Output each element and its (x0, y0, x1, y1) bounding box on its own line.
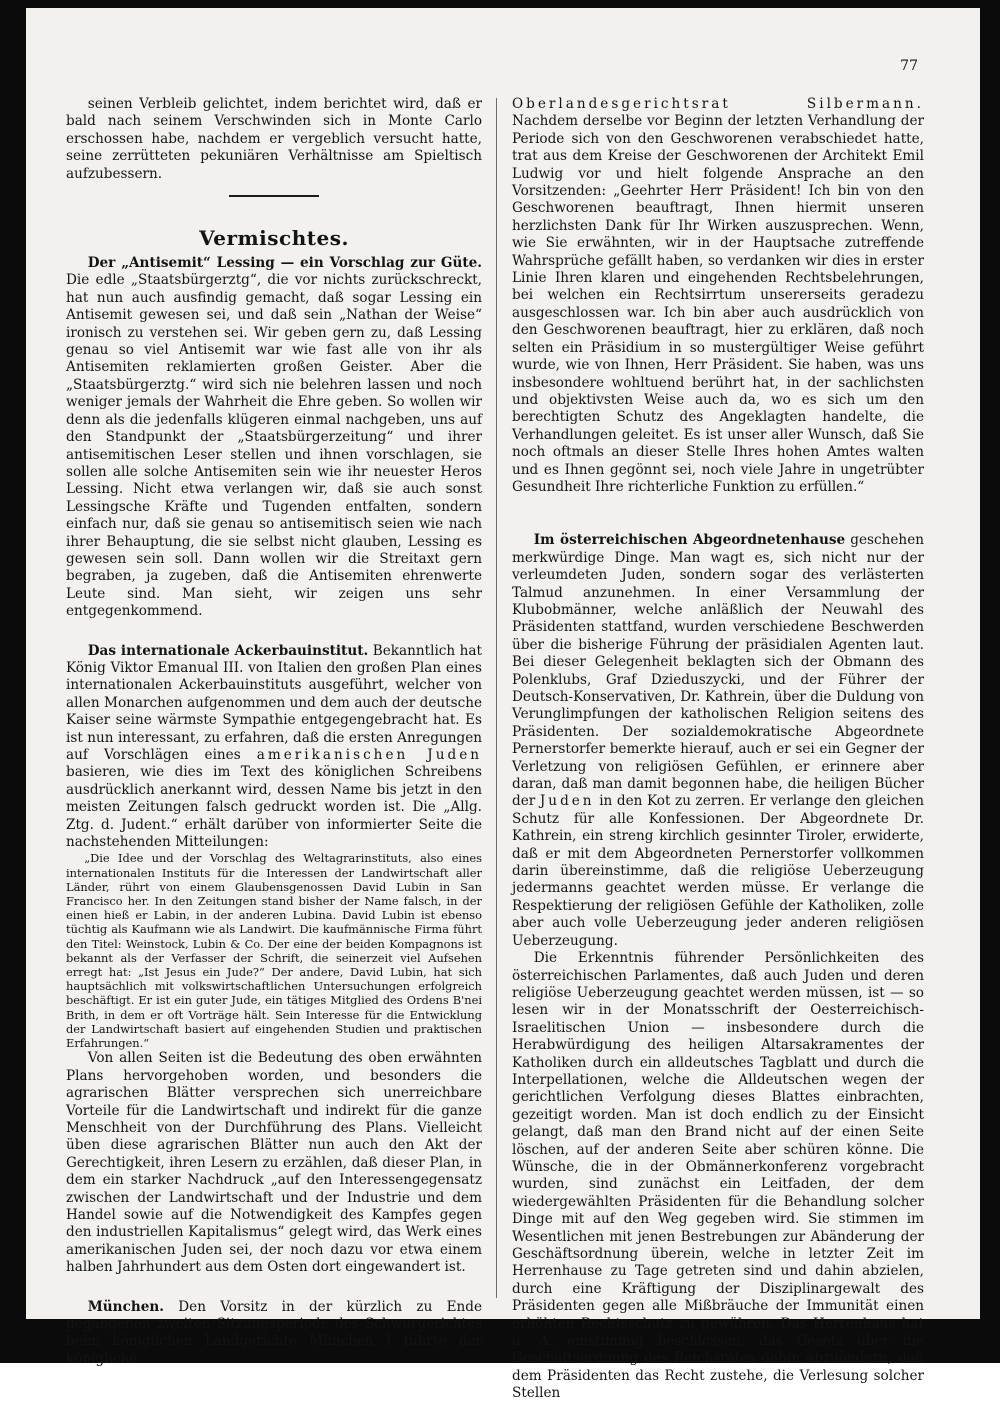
right-column (512, 96, 924, 1402)
scan-border-left (0, 0, 26, 1363)
spacer (66, 621, 482, 643)
article-abgeordnetenhaus-text-2: in den Kot zu zerren. Er verlange den gleichen Schutz für alle Konfessionen. Der Abgeordnete Dr. Kathrein, ein streng kirchlich gesinnter Tiroler, erwiderte, daß er mit dem Abgeordneten Pernerstorfer vollkommen darin übereinstimme, daß die religiöse Ueberzeugung jedermanns geachtet werden müsse. Er verlange die Respektierung der religiösen Gefühle der Katholiken, zolle aber auch volle Ueberzeugung jeder anderen religiösen Ueberzeugung. (512, 793, 924, 949)
article-abgeordnetenhaus-heading: Im österreichischen Abgeordnetenhause (533, 532, 846, 549)
article-institut-heading: Das internationale Ackerbauinstitut. (87, 642, 369, 659)
section-title: Vermischtes. (199, 226, 349, 251)
scan-border-top (0, 0, 1000, 8)
scan-border-right (980, 0, 1000, 1363)
article-institut-final: Von allen Seiten ist die Bedeutung des oben erwähnten Plans hervorgehoben worden, und besonders die agrarischen Blätter versprechen sich unerreichbare Vorteile für die Landwirtschaft und indirekt für die ganze Menschheit von der Durchführung des Plans. Vielleicht üben diese agrarischen Blätter nun auch den Akt der Gerechtigkeit, ihren Lesern zu erzählen, daß dieser Plan, in dem ein starker Nachdruck „auf den Interessengegensatz zwischen der Landwirtschaft und der Industrie und dem Handel sowie auf die Notwendigkeit des Kampfes gegen den industriellen Kapitalismus“ gelegt wird, das Werk eines amerikanischen Juden sei, der noch dazu vor etwa einem halben Jahrhundert aus dem Osten dort eingewandert ist. (66, 1050, 482, 1276)
article-muenchen (66, 1299, 482, 1369)
article-muenchen-heading: München. (87, 1298, 164, 1315)
page-number: 77 (900, 58, 918, 74)
article-abgeordnetenhaus-spaced: Juden (539, 793, 595, 810)
spacer (66, 1277, 482, 1299)
article-abgeordnetenhaus-text-1: geschehen merkwürdige Dinge. Man wagt es, sich nicht nur der verleumdeten Juden, sondern sogar des verlästerten Talmud anzunehmen. In einer Versammlung der Klubobmänner, welche anläßlich der Neuwahl des Präsidenten stattfand, wurden verschiedene Beschwerden über die bisherige Führung der präsidialen Agenten laut. Bei dieser Gelegenheit beklagten sich der Obmann des Polenklubs, Graf Dzieduszycki, und der Führer der Deutsch-Konservativen, Dr. Kathrein, über die Duldung von Verunglimpfungen der katholischen Religion seitens des Präsidenten. Der sozialdemokratische Abgeordnete Pernerstorfer bemerkte hierauf, auch er sei ein Gegner der Verletzung von religiösen Gefühlen, er erinnere aber daran, daß man damit begonnen habe, die heiligen Bücher der (512, 532, 924, 810)
article-institut-text-before: Bekanntlich hat König Viktor Emanual III. von Italien den großen Plan eines internationalen Ackerbauinstituts ausgeführt, welcher von allen Monarchen aufgenommen und dem auch der deutsche Kaiser seine wärmste Sympathie entgegengebracht hat. Es ist nun interessant, zu erfahren, daß die ersten Anregungen auf Vorschlägen eines (66, 642, 483, 763)
article-institut (66, 643, 482, 852)
article-abgeordnetenhaus-paragraph-2: Die Erkenntnis führender Persönlichkeiten des österreichischen Parlamentes, daß auch Juden und deren religiöse Ueberzeugung geachtet werden müssen, ist — so lesen wir in der Monatsschrift der Oesterreichisch-Israelitischen Union — insbesondere durch die Herabwürdigung des heiligen Altarsakramentes der Katholiken durch ein alldeutsches Tagblatt und durch die Interpellationen, welche die Alldeutschen wegen der gerichtlichen Verfolgung dieses Blattes einbrachten, gezeitigt worden. Man ist doch endlich zu der Einsicht gelangt, daß man den Brand nicht auf der einen Seite löschen, auf der anderen Seite aber schüren könne. Die Wünsche, die in der Obmännerkonferenz vorgebracht wurden, sind zunächst ein Leitfaden, der dem wiedergewählten Präsidenten für die Behandlung solcher Dinge mit auf den Weg gegeben wird. Sie stimmen im Wesentlichen mit jenen Bestrebungen zur Abänderung der Geschäftsordnung überein, welche in letzter Zeit im Herrenhause zu Tage getreten sind und dahin abzielen, durch eine Kräftigung der Disziplinargewalt des Präsidenten gegen alle Mißbräuche der Immunität einen erhöhten Rechtsschutz zu gewähren. Das Herrenhaus hat u. A. einstimmig beschlossen, das Gesetz über die Geschäftsordnung des Reichsrates dahin abzuändern, daß dem Präsidenten das Recht zustehe, die Verlesung solcher Stellen (512, 950, 924, 1402)
article-institut-quote: „Die Idee und der Vorschlag des Weltagrarinstituts, also eines internationalen Instituts für die Interessen der Landwirtschaft aller Länder, rührt von einem Glaubensgenossen David Lubin in San Francisco her. In den Zeitungen stand bisher der Name falsch, in der einen hieß er Labin, in der anderen Lubina. David Lubin ist ebenso tüchtig als Kaufmann wie als Landwirt. Die kaufmännische Firma führt den Titel: Weinstock, Lubin & Co. Der eine der beiden Kompagnons ist bekannt als der Verfasser der Schrift, die seinerzeit viel Aufsehen erregt hat: „Ist Jesus ein Jude?“ Der andere, David Lubin, hat sich hauptsächlich mit volkswirtschaftlichen Untersuchungen erfolgreich beschäftigt. Er ist ein guter Jude, ein tätiges Mitglied des Ordens B'nei Brith, in dem er oft Vorträge hält. Sein Interesse für die Entwicklung der Landwirtschaft basiert auf eingehenden Studien und praktischen Erfahrungen.“ (66, 851, 482, 1051)
intro-paragraph: seinen Verbleib gelichtet, indem berichtet wird, daß er bald nach seinem Verschwinden sich in Monte Carlo erschossen habe, nachdem er vergeblich versucht hatte, seine zerrütteten pekuniären Verhältnisse am Spieltisch aufzubessern. (66, 96, 482, 182)
article-abgeordnetenhaus (512, 532, 924, 950)
article-institut-text-after: basieren, wie dies im Text des königlichen Schreibens ausdrücklich anerkannt wird, dessen Name bis jetzt in den meisten Zeitungen falsch gedruckt worden ist. Die „Allg. Ztg. d. Judent.“ erhält darüber von informierter Seite die nachstehenden Mitteilungen: (66, 764, 482, 851)
article-lessing-heading: Der „Antisemit“ Lessing — ein Vorschlag zur Güte. (87, 255, 482, 272)
column-divider (496, 98, 497, 1298)
article-institut-spaced: amerikanischen Juden (256, 747, 482, 763)
spacer (512, 518, 924, 532)
article-lessing-text: Die edle „Staatsbürgerztg“, die vor nichts zurückschreckt, hat nun auch ausfindig gemacht, daß sogar Lessing ein Antisemit gewesen sei, und daß sein „Nathan der Weise“ ironisch zu verstehen sei. Wir geben gern zu, daß Lessing genau so viel Antisemit war wie fast alle von ihr als Antisemiten reklamierten großen Geister. Aber die „Staatsbürgerztg.“ wird sich nie belehren lassen und noch weniger jemals der Wahrheit die Ehre geben. So wollen wir denn als die jedenfalls klügeren einmal nachgeben, uns auf den Standpunkt der „Staatsbürgerzeitung“ und ihrer antisemitischen Leser stellen und ihnen vorschlagen, sie sollen alle solche Antisemiten sein wie ihr neuester Heros Lessing. Nicht etwa verlangen wir, daß sie auch sonst Lessingsche Kräfte und Tugenden entfalten, sondern einfach nur, daß sie genau so antisemitisch seien wie nach ihrer Behauptung, die sie selbst nicht glauben, Lessing es gewesen sein soll. Dann wollen wir die Streitaxt gern begraben, ja zugeben, daß die Antisemiten ehrenwerte Leute sind. Man sieht, wir zeigen uns sehr entgegenkommend. (66, 272, 482, 620)
article-lessing (66, 255, 482, 621)
left-column (66, 96, 483, 1367)
spacer (512, 496, 924, 518)
article-muenchen-text: Den Vorsitz in der kürzlich zu Ende gegangenen zweiten Sitzungsperiode des Schwurgerichtes beim königlichen Landgerichte München I führte der königliche (66, 1298, 482, 1367)
continuation-text: Nachdem derselbe vor Beginn der letzten Verhandlung der Periode sich von den Geschworenen verabschiedet hatte, trat aus dem Kreise der Geschworenen der Architekt Emil Ludwig vor und hielt folgende Ansprache an den Vorsitzenden: „Geehrter Herr Präsident! Ich bin von den Geschworenen beauftragt, Ihnen hiermit unseren herzlichsten Dank für Ihr Wirken auszusprechen. Wenn, wie Sie erwähnten, wir in der Hauptsache zutreffende Wahrsprüche gefällt haben, so verdanken wir dies in erster Linie Ihren klaren und eingehenden Rechtsbelehrungen, bei welchen ein Rechtsirrtum unsererseits geradezu ausgeschlossen war. Ich bin aber auch ausdrücklich von den Geschworenen beauftragt, hier zu erklären, daß noch selten ein Präsidium in so mustergültiger Weise geführt wurde, wie von Ihnen, Herr Präsident. Sie haben, was uns insbesondere wohltuend berührt hat, in der sachlichsten und objektivsten Weise auch da, wo es sich um den berechtigten Schutz des Angeklagten handelte, die Verhandlungen geleitet. Es ist unser aller Wunsch, daß Sie noch oftmals an dieser Stelle Ihres hohen Amtes walten und es Ihnen gegönnt sei, noch viele Jahre in ungetrübter Gesundheit Ihre richterliche Funktion zu erfüllen.“ (512, 113, 924, 495)
continuation-paragraph (512, 96, 924, 496)
continuation-spaced: Oberlandesgerichtsrat Silbermann. (512, 96, 924, 112)
section-divider (229, 195, 319, 197)
